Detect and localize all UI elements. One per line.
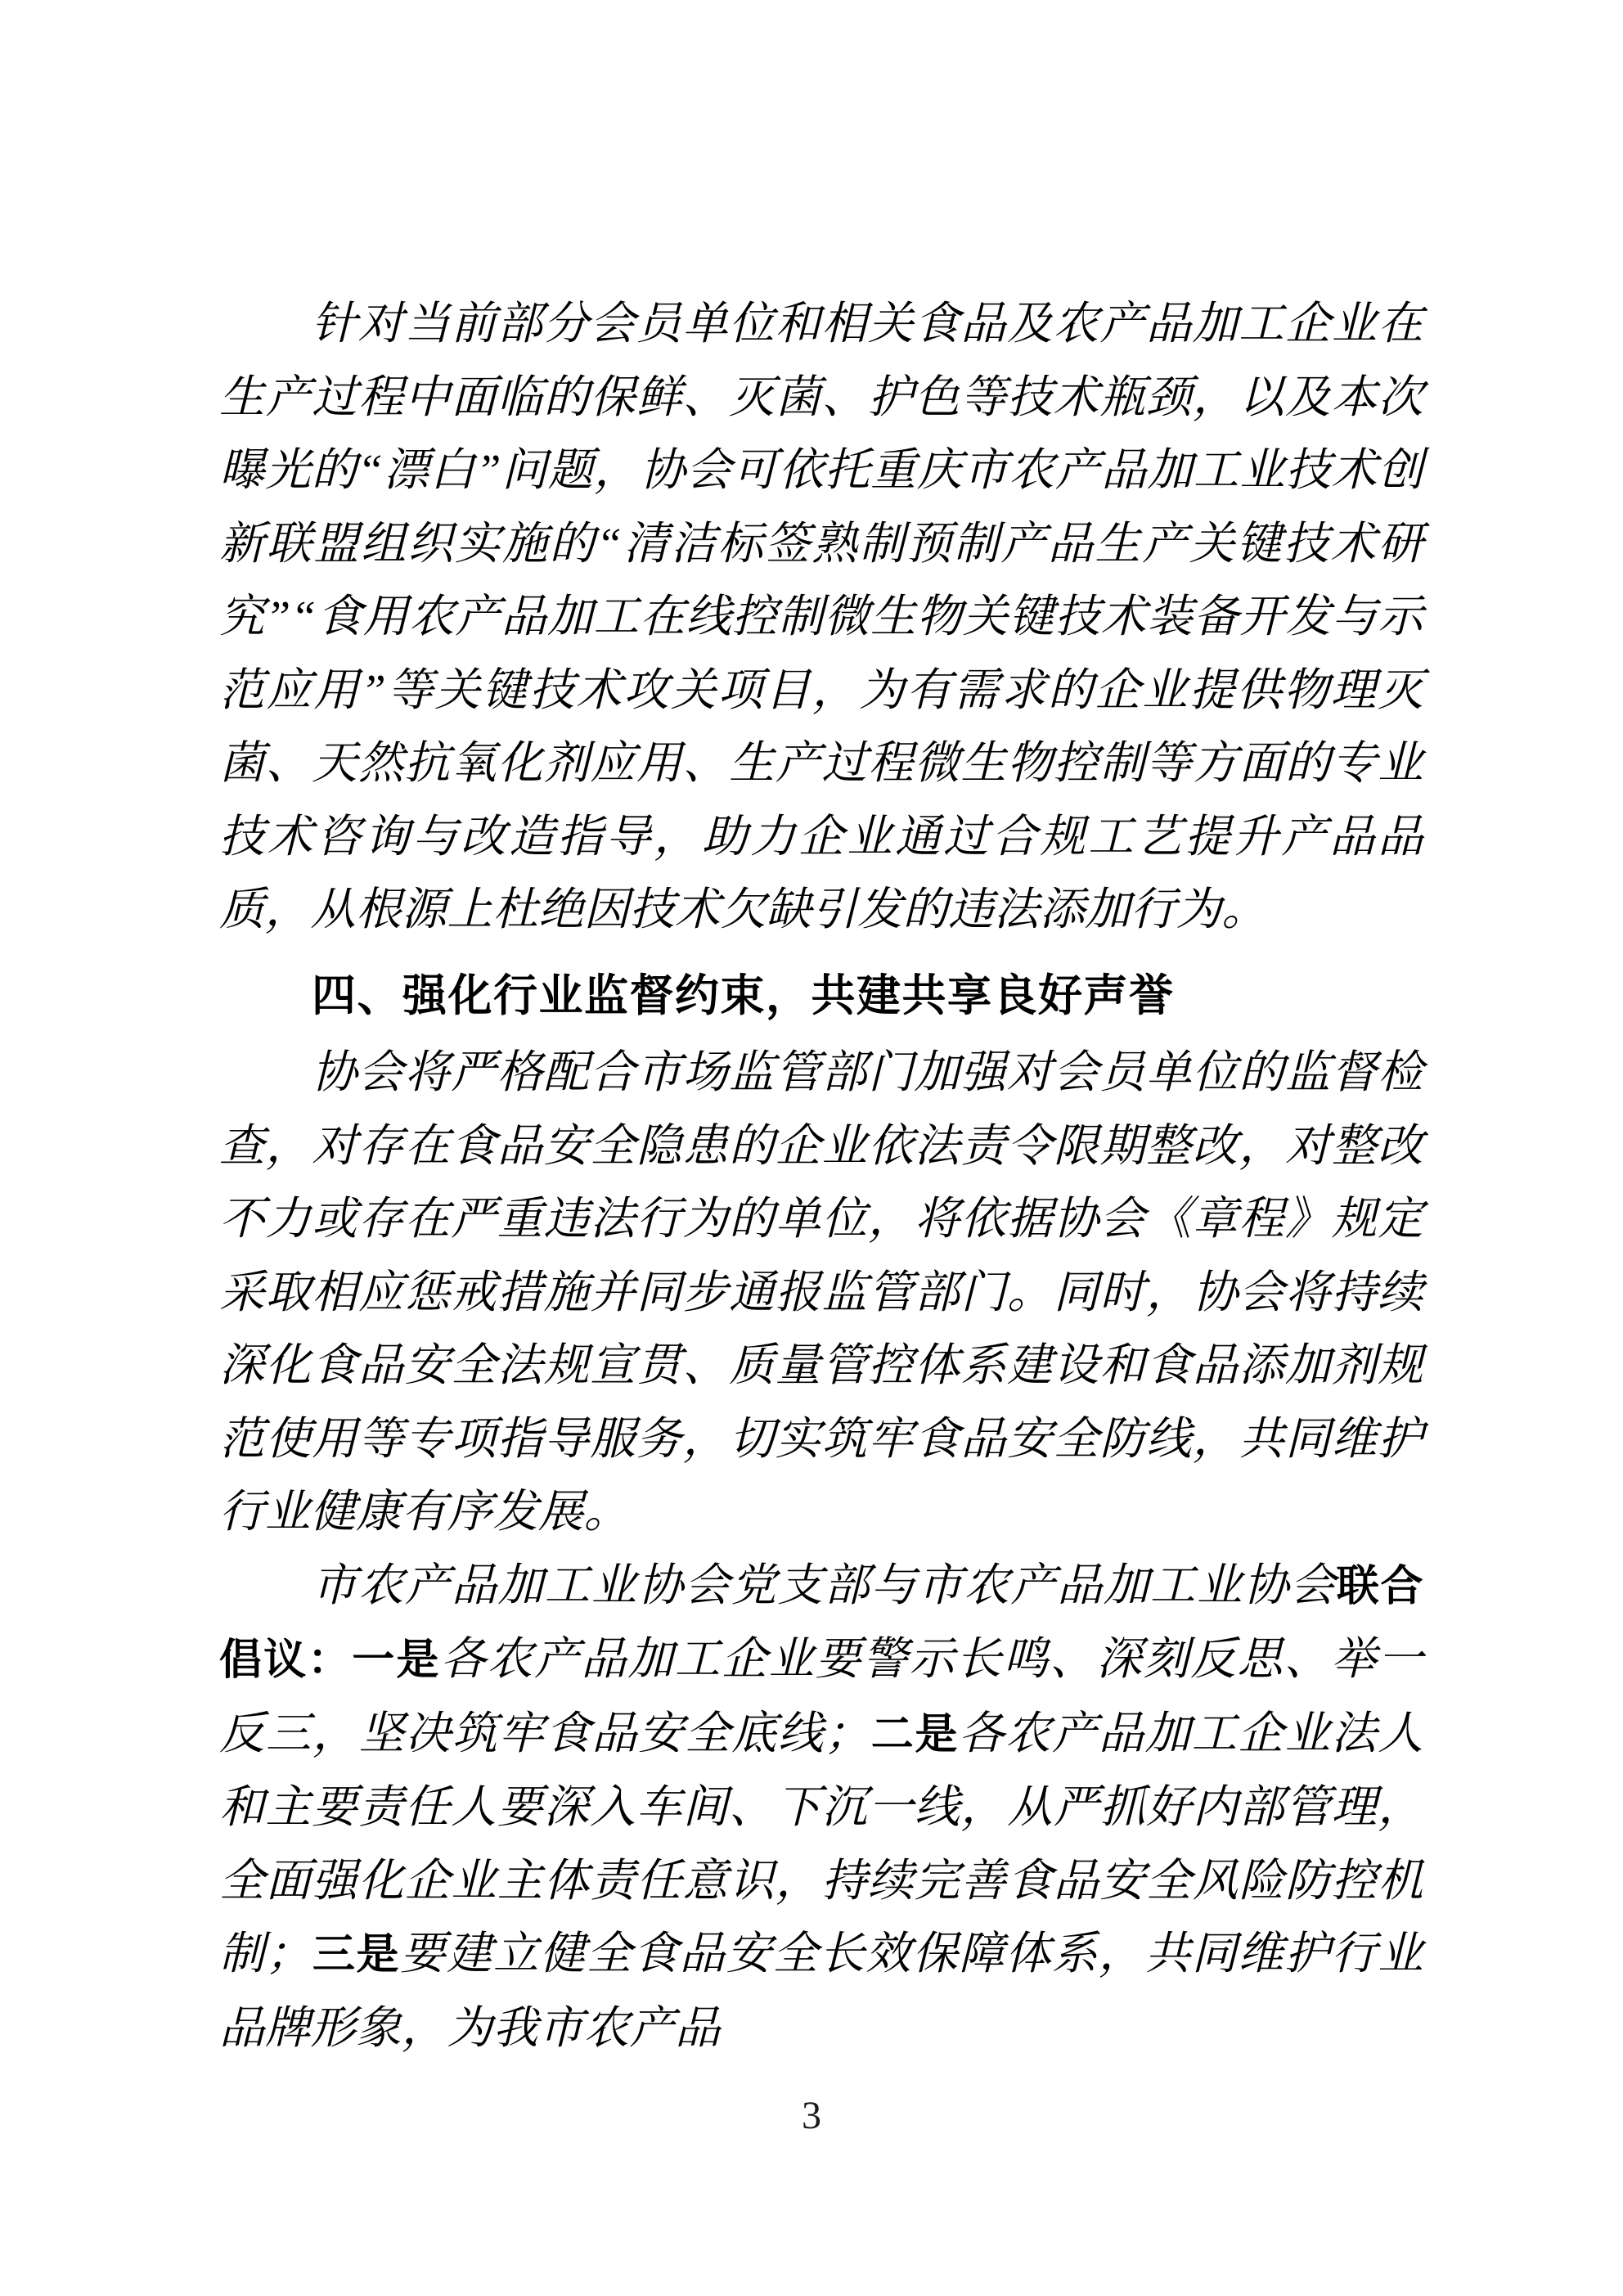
proposal-bold-1: 联合倡议：一是 [219, 1561, 1423, 1685]
proposal-run-2: 各农产品加工企业要警示长鸣、深刻反思、举一反三，坚决筑牢食品安全底线； [219, 1635, 1423, 1759]
document-body [219, 288, 1423, 2065]
paragraph-joint-proposal [219, 1550, 1423, 2066]
page-number: 3 [802, 2094, 821, 2137]
proposal-run-4: 要建立健全食品安全长效保障体系，共同维护行业品牌形象，为我市农产品 [219, 1929, 1423, 2054]
section-heading-four: 四、强化行业监督约束，共建共享良好声誉 [312, 969, 1175, 1021]
proposal-bold-3: 三是 [311, 1930, 401, 1979]
proposal-run-1: 市农产品加工业协会党支部与市农产品加工业协会 [312, 1560, 1337, 1611]
paragraph-technical-support: 针对当前部分会员单位和相关食品及农产品加工企业在生产过程中面临的保鲜、灭菌、护色等技术瓶颈，以及本次曝光的“漂白”问题，协会可依托重庆市农产品加工业技术创新联盟组织实施的“清洁标签熟制预制产品生产关键技术研究”“食用农产品加工在线控制微生物关键技术装备开发与示范应用”等关键技术攻关项目，为有需求的企业提供物理灭菌、天然抗氧化剂应用、生产过程微生物控制等方面的专业技术咨询与改造指导，助力企业通过合规工艺提升产品品质，从根源上杜绝因技术欠缺引发的违法添加行为。 [219, 299, 1423, 935]
paragraph-supervision: 协会将严格配合市场监管部门加强对会员单位的监督检查，对存在食品安全隐患的企业依法责令限期整改，对整改不力或存在严重违法行为的单位，将依据协会《章程》规定采取相应惩戒措施并同步通报监管部门。同时，协会将持续深化食品安全法规宣贯、质量管控体系建设和食品添加剂规范使用等专项指导服务，切实筑牢食品安全防线，共同维护行业健康有序发展。 [219, 1048, 1423, 1537]
proposal-run-3: 各农产品加工企业法人和主要责任人要深入车间、下沉一线，从严抓好内部管理，全面强化企业主体责任意识，持续完善食品安全风险防控机制； [219, 1708, 1423, 1979]
proposal-bold-2: 二是 [870, 1709, 960, 1759]
